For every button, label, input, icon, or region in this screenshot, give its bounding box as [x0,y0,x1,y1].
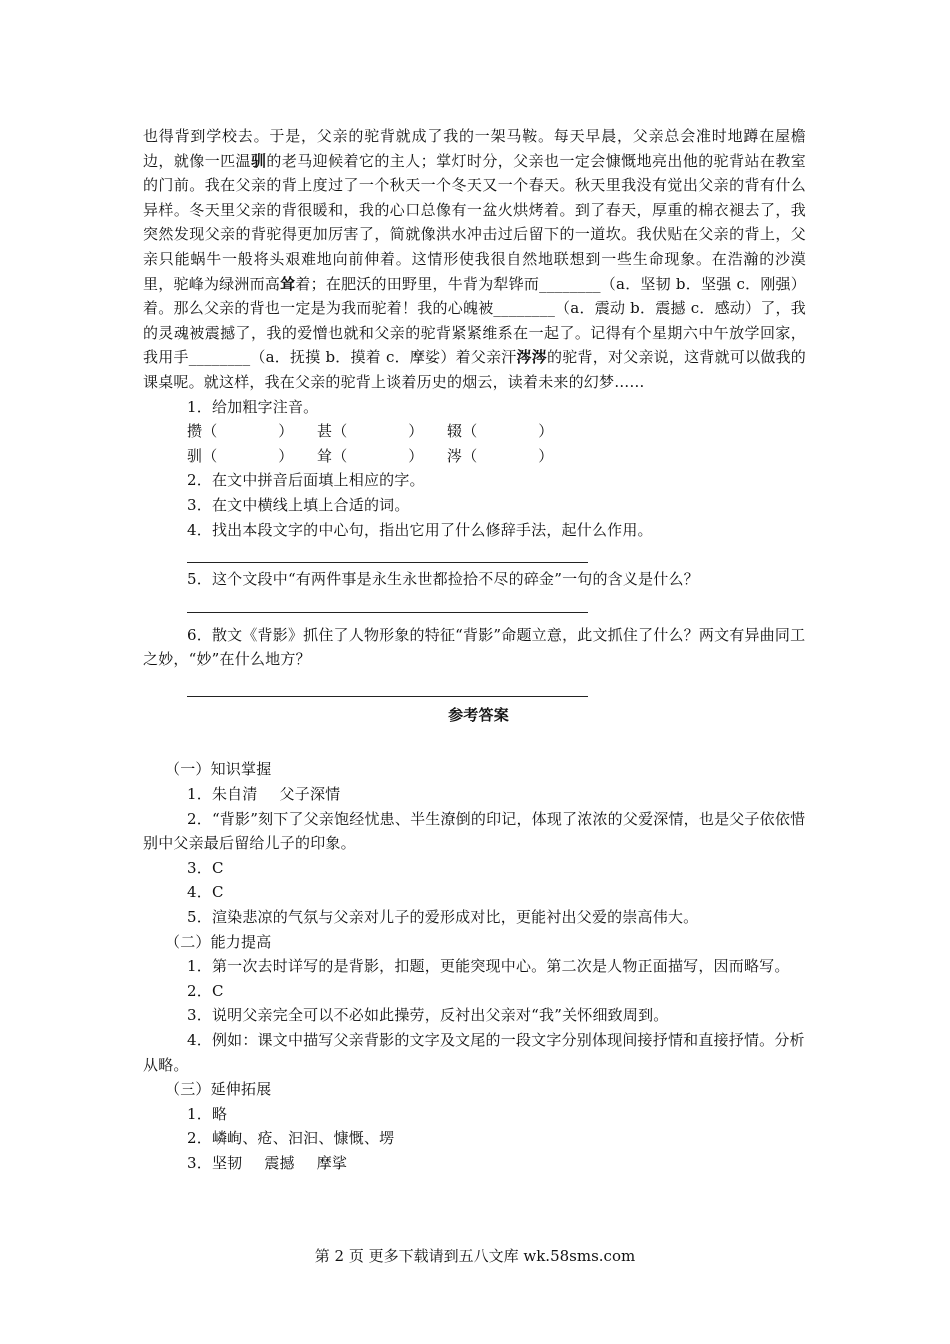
pinyin-item: 甚（ ） [317,422,424,441]
answer-line [187,548,588,563]
pinyin-row [143,419,806,444]
answer-item: 2．C [187,981,224,1000]
pinyin-item: 辍（ ） [447,422,554,441]
question-4: 4．找出本段文字的中心句，指出它用了什么修辞手法，起什么作用。 [187,520,653,539]
pinyin-row [143,444,806,469]
answer-text: 震撼 [264,1153,295,1172]
answer-text: 1．朱自清 [187,785,258,804]
answer-item [143,1151,806,1176]
answer-item [143,782,806,807]
question-5: 5．这个文段中“有两件事是永生永世都捡拾不尽的碎金”一句的含义是什么？ [187,570,699,589]
bold-char: 驯 [250,151,267,170]
question-2: 2．在文中拼音后面填上相应的字。 [187,471,425,490]
answer-item: 2．“背影”刻下了父亲饱经忧患、半生潦倒的印记，体现了浓浓的父爱深情，也是父子依依惜别中父亲最后留给儿子的印象。 [143,809,806,853]
question-3: 3．在文中横线上填上合适的词。 [187,495,410,514]
answer-item: 2．嶙峋、疮、汩汩、慷慨、塄 [187,1129,395,1148]
page-footer: 第 2 页 更多下载请到五八文库 wk.58sms.com [314,1247,636,1265]
answer-text: 父子深情 [279,785,341,804]
passage-text: 的驼背，对父亲说，这背就可以做我的课桌呢。就这样，我在父亲的驼背上谈着历史的烟云，读着未来的幻梦…… [143,348,807,391]
document-body [143,124,806,1176]
pinyin-item: 攒（ ） [187,422,294,441]
answer-item: 5．渲染悲凉的气氛与父亲对儿子的爱形成对比，更能衬出父爱的崇高伟大。 [187,908,699,927]
section-heading: （二）能力提高 [165,932,272,951]
answer-item: 1．略 [187,1104,228,1123]
answer-item: 3．说明父亲完全可以不必如此操劳，反衬出父亲对“我”关怀细致周到。 [187,1006,669,1025]
passage-text: 的老马迎候着它的主人；掌灯时分，父亲也一定会慷慨地亮出他的驼背站在教室的门前。我在父亲的背上度过了一个秋天一个冬天又一个春天。秋天里我没有觉出父亲的背有什么异样。冬天里父亲的背很暖和，我的心口总像有一盆火烘烤着。到了春天，厚重的棉衣褪去了，我突然发现父亲的背驼得更加厉害了，简就像洪水冲击过后留下的一道坎。我伏贴在父亲的背上，父亲只能蜗牛一般将头艰难地向前伸着。这情形使我很自然地联想到一些生命现象。在浩瀚的沙漠里，驼峰为绿洲而高 [143,151,806,293]
answers-title: 参考答案 [448,705,509,724]
section-heading: （三）延伸拓展 [165,1080,272,1099]
bold-char: 耸 [280,274,296,293]
bold-char: 涔涔 [516,348,548,367]
section-heading: （一）知识掌握 [165,760,272,779]
passage-text: 着；在肥沃的田野里，牛背为犁铧而________（a．坚韧 b．坚强 c．刚强）着。那么父亲的背也一定是为我而驼着！我的心魄被________（a．震动 b．震撼 c．感动）了，我的灵魂被震撼了，我的爱憎也就和父亲的驼背紧紧维系在一起了。记得有个星期六中午放学回家，我用手________（a．抚摸 b．摸着 c．摩娑）着父亲汗 [143,274,806,367]
pinyin-item: 驯（ ） [187,446,294,465]
answer-text: 摩挲 [316,1153,348,1172]
pinyin-item: 耸（ ） [317,446,424,465]
passage-text: 也得背到学校去。于是，父亲的驼背就成了我的一架马鞍。每天早晨，父亲总会准时地蹲在屋檐边，就像一匹温 [143,127,806,170]
answer-item: 4．C [187,883,224,902]
question-6: 6．散文《背影》抓住了人物形象的特征“背影”命题立意，此文抓住了什么？两文有异曲同工之妙，“妙”在什么地方？ [143,625,806,669]
answer-line [187,598,588,613]
answer-line [187,678,588,697]
passage-paragraph [143,124,806,395]
answer-item: 1．第一次去时详写的是背影，扣题，更能突现中心。第二次是人物正面描写，因而略写。 [187,957,790,976]
question-1: 1．给加粗字注音。 [187,397,319,416]
answer-item: 3．C [187,858,224,877]
answer-item: 4．例如：课文中描写父亲背影的文字及文尾的一段文字分别体现间接抒情和直接抒情。分析从略。 [143,1031,805,1074]
answer-text: 3．坚韧 [187,1153,243,1172]
pinyin-item: 涔（ ） [447,446,554,465]
